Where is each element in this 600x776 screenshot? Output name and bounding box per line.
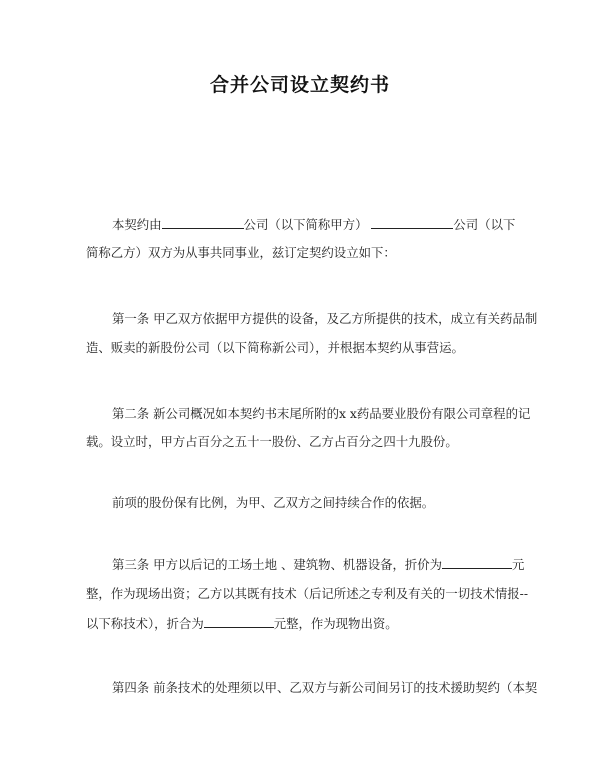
article-3-text-c: 以下称技术），折合为 <box>86 616 204 631</box>
article-1-line-1: 第一条 甲乙双方依据甲方提供的设备，及乙方所提供的技术，成立有关药品制 <box>112 311 538 326</box>
article-2-line-1: 第二条 新公司概况如本契约书末尾所附的x x药品要业股份有限公司章程的记 <box>112 406 531 421</box>
intro-text-a: 本契约由 <box>112 217 162 232</box>
party-b-blank <box>371 216 453 229</box>
document-title: 合并公司设立契约书 <box>209 74 390 96</box>
article-3-line-2: 整，作为现场出资；乙方以其既有技术（后记所述之专利及有关的一切技术情报-- <box>86 586 529 601</box>
intro-text-b: 公司（以下简称甲方） <box>243 217 368 232</box>
intro-line-2: 简称乙方）双方为从事共同事业，兹订定契约设立如下： <box>86 245 396 260</box>
article-3-text-d: 元整，作为现物出资。 <box>273 616 398 631</box>
article-4-line-1: 第四条 前条技术的处理须以甲、乙双方与新公司间另订的技术援助契约（本契 <box>112 680 538 695</box>
land-value-blank <box>442 556 512 569</box>
ratio-note: 前项的股份保有比例，为甲、乙双方之间持续合作的依据。 <box>112 495 435 510</box>
article-1-line-2: 造、贩卖的新股份公司（以下简称新公司），并根据本契约从事营运。 <box>86 340 464 355</box>
article-3-text-a: 第三条 甲方以后记的工场土地 、建筑物、机器设备，折价为 <box>112 557 443 572</box>
intro-text-c: 公司（以下 <box>453 217 516 232</box>
article-3-line-3 <box>86 615 398 632</box>
article-3-line-1 <box>112 556 524 573</box>
article-2-line-2: 载。设立时，甲方占百分之五十一股份、乙方占百分之四十九股份。 <box>86 434 458 449</box>
party-a-blank <box>162 216 244 229</box>
tech-value-blank <box>204 615 274 628</box>
intro-line-1 <box>112 216 515 233</box>
article-3-text-b: 元 <box>512 557 525 572</box>
